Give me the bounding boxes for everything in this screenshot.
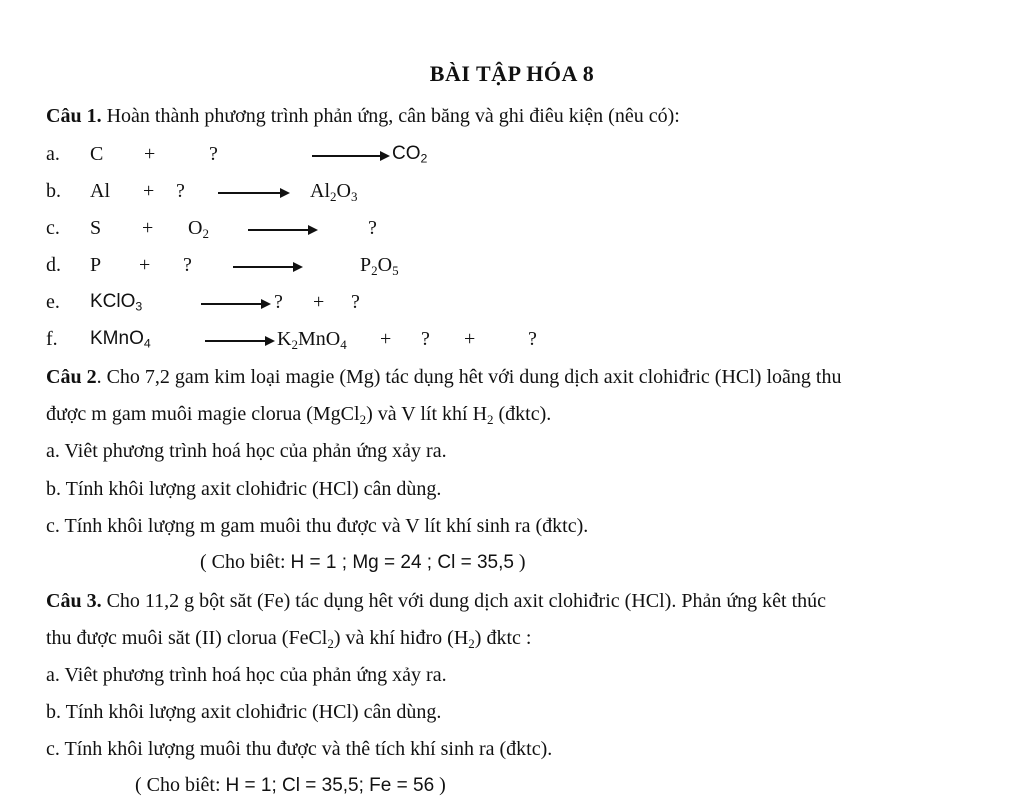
q3-part-a: a. Viêt phương trình hoá học của phản ứng xảy ra. (46, 664, 447, 686)
reactant: ? (183, 254, 192, 276)
product: ? (421, 328, 430, 350)
q2-given: ( Cho biêt: H = 1 ; Mg = 24 ; Cl = 35,5 ) (200, 551, 526, 573)
reaction-index: f. (46, 328, 58, 350)
q2-prompt-line1 (46, 365, 841, 389)
product: $K_2MnO_4$ (277, 328, 347, 352)
reaction-c (0, 216, 1024, 242)
reactant: KClO$_3$ (90, 291, 143, 314)
page-title: BÀI TẬP HÓA 8 (429, 61, 595, 86)
reactant: $O_2$ (188, 217, 209, 241)
product: $Al_2O_3$ (310, 180, 358, 204)
reactant: P (90, 254, 102, 276)
q3-prompt-line2: thu được muôi săt (II) clorua (FeCl$_2$) và khí hiđro $(H_2)$ đktc : (46, 627, 532, 651)
q3-part-c: c. Tính khôi lượng muôi thu được và thê tích khí sinh ra (đktc). (46, 738, 553, 760)
product: ? (351, 291, 360, 313)
q2-text: . Cho 7,2 gam kim loại magie (Mg) tác dụng hêt với dung dịch axit clohiđric (HCl) loãng thu (96, 366, 842, 388)
q2-part-a: a. Viêt phương trình hoá học của phản ứng xảy ra. (46, 440, 447, 462)
reaction-index: c. (46, 217, 60, 239)
reaction-e (0, 290, 1024, 316)
q3-part-b: b. Tính khôi lượng axit clohiđric (HCl) cân dùng. (46, 701, 442, 723)
q1-text: Hoàn thành phương trình phản ứng, cân băng và ghi điêu kiện (nêu có): (101, 105, 680, 127)
reaction-arrow-icon (312, 150, 390, 162)
reaction-arrow-icon (201, 298, 271, 310)
q3-prompt-line1 (46, 589, 826, 613)
reaction-arrow-icon (205, 335, 275, 347)
reaction-arrow-icon (233, 261, 303, 273)
reaction-f (0, 327, 1024, 353)
q2-label: Câu 2 (46, 366, 97, 388)
product: ? (528, 328, 537, 350)
plus-sign: + (144, 143, 156, 165)
q1-prompt (46, 104, 680, 128)
product: $CO_2$ (392, 143, 428, 166)
product: ? (274, 291, 283, 313)
q3-label: Câu 3. (46, 590, 102, 612)
reactant: ? (209, 143, 218, 165)
reactant: ? (176, 180, 185, 202)
plus-sign: + (464, 328, 476, 350)
plus-sign: + (380, 328, 392, 350)
q3-given: ( Cho biêt: H = 1; Cl = 35,5; Fe = 56 ) (135, 774, 446, 796)
reactant: Al (90, 180, 110, 202)
q2-part-c: c. Tính khôi lượng m gam muôi thu được và V lít khí sinh ra (đktc). (46, 515, 589, 537)
product: ? (368, 217, 377, 239)
plus-sign: + (313, 291, 325, 313)
reaction-a (0, 142, 1024, 168)
plus-sign: + (142, 217, 154, 239)
q2-prompt-line2: được m gam muôi magie clorua (MgCl$_2$) và V lít khí $H_2$ (đktc). (46, 403, 552, 427)
reaction-index: d. (46, 254, 61, 276)
reactant: S (90, 217, 102, 239)
q2-part-b: b. Tính khôi lượng axit clohiđric (HCl) cân dùng. (46, 478, 442, 500)
q3-text: Cho 11,2 g bột săt (Fe) tác dụng hêt với dung dịch axit clohiđric (HCl). Phản ứng kêt thúc (101, 590, 827, 612)
plus-sign: + (143, 180, 155, 202)
reaction-arrow-icon (248, 224, 318, 236)
reactant: C (90, 143, 104, 165)
plus-sign: + (139, 254, 151, 276)
reactant: KMnO$_4$ (90, 328, 151, 351)
reaction-arrow-icon (218, 187, 290, 199)
product: $P_2O_5$ (360, 254, 399, 278)
reaction-d (0, 253, 1024, 279)
reaction-index: a. (46, 143, 60, 165)
reaction-b (0, 179, 1024, 205)
reaction-index: e. (46, 291, 60, 313)
reaction-index: b. (46, 180, 61, 202)
q1-label: Câu 1. (46, 105, 102, 127)
